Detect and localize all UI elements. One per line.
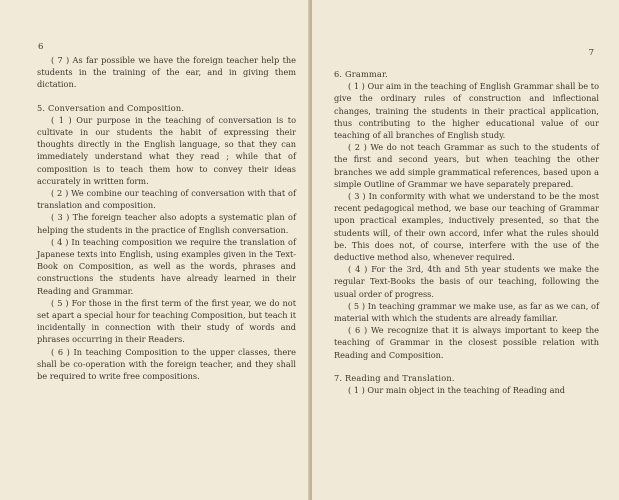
page-number-left: 6: [38, 42, 44, 52]
paragraph: ( 4 ) For the 3rd, 4th and 5th year students we make the regular Text-Books the basis of our teaching, following the usual order of progress.: [334, 264, 599, 299]
section-heading-grammar: 6. Grammar.: [334, 69, 388, 79]
paragraph: ( 1 ) Our purpose in the teaching of conversation is to cultivate in our students the habit of expressing their thoughts directly in the English language, so that they can immediately understand what they read ; while that of composition is to teach them how to convey their ideas accurately in written form.: [37, 114, 296, 186]
right-page: [312, 0, 619, 500]
paragraph: ( 6 ) We recognize that it is always important to keep the teaching of Grammar in the closest possible relation with Reading and Composition.: [334, 325, 599, 360]
paragraph: ( 1 ) Our main object in the teaching of Reading and: [348, 385, 566, 396]
page-number-right: 7: [588, 48, 594, 58]
paragraph: ( 3 ) In conformity with what we understand to be the most recent pedagogical method, we base our teaching of Grammar upon practical examples, inductively presented, so that the students will, of their own accord, infer what the rules should be. This does not, of course, interfere with the use of the deductive method also, whenever required.: [334, 191, 599, 263]
paragraph: ( 5 ) In teaching grammar we make use, as far as we can, of material with which the students are already familiar.: [334, 300, 599, 324]
section-heading-conversation: 5. Conversation and Composition.: [37, 102, 185, 113]
paragraph: ( 6 ) In teaching Composition to the upper classes, there shall be co-operation with the foreign teacher, and they shall be required to write free compositions.: [37, 346, 296, 382]
paragraph: ( 2 ) We do not teach Grammar as such to the students of the first and second years, but when teaching the other branches we add simple grammatical references, based upon a simple Outline of Grammar we have separately prepared.: [334, 142, 599, 189]
paragraph: ( 1 ) Our aim in the teaching of English Grammar shall be to give the ordinary rules of construction and inflectional changes, training the students in their practical application, thus contributing to the higher educational value of our teaching of all branches of English study.: [334, 81, 599, 141]
section-heading-reading: 7. Reading and Translation.: [334, 372, 455, 383]
paragraph-intro: ( 7 ) As far possible we have the foreign teacher help the students in the training of the ear, and in giving them dictation.: [37, 55, 296, 90]
paragraph: ( 2 ) We combine our teaching of conversation with that of translation and composition.: [37, 188, 296, 211]
paragraph: ( 4 ) In teaching composition we require the translation of Japanese texts into English, using examples given in the Text-Book on Composition, as well as the words, phrases and constructions the students have already learned in their Reading and Grammar.: [37, 236, 296, 296]
paragraph: ( 3 ) The foreign teacher also adopts a systematic plan of helping the students in the practice of English conversation.: [37, 212, 296, 235]
paragraph: ( 5 ) For those in the first term of the first year, we do not set apart a special hour for teaching Composition, but teach it incidentally in connection with their study of words and phrases occurring in their Readers.: [37, 297, 296, 345]
